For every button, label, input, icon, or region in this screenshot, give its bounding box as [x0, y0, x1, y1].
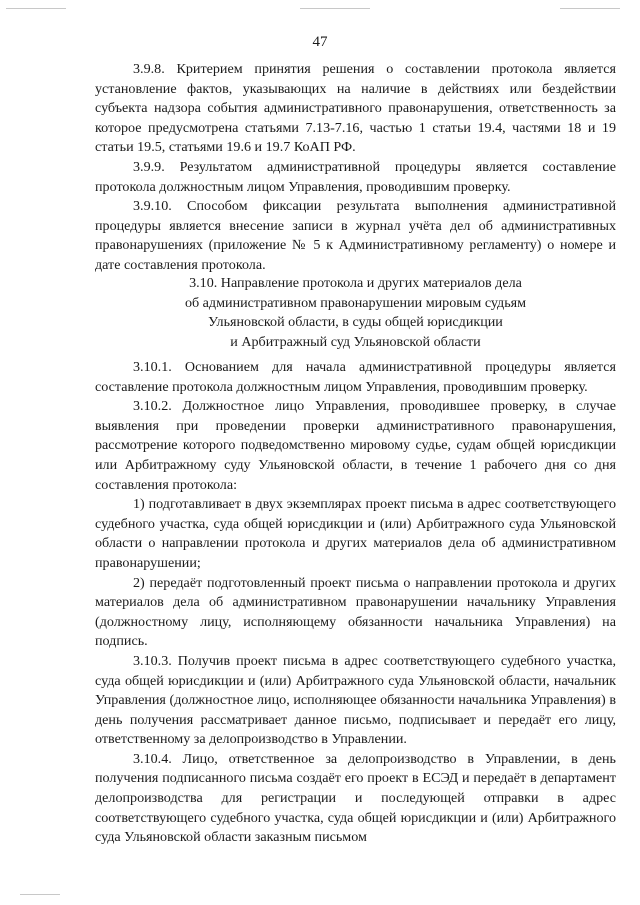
scan-edge-mark — [560, 8, 620, 9]
page-number: 47 — [312, 34, 328, 50]
paragraph-3-9-8: 3.9.8. Критерием принятия решения о составлении протокола является установление фактов, указывающих на наличие в действиях или бездействии субъекта надзора события административного правонарушения, ответственность за которое предусмотрена статьями 7.13-7.16, частью 1 статьи 19.4, частями 18 и 19 статьи 19.5, статьями 19.6 и 19.7 КоАП РФ. — [95, 61, 616, 156]
paragraph-3-9-9: 3.9.9. Результатом административной процедуры является составление протокола должностным лицом Управления, проводившим проверку. — [95, 158, 616, 195]
section-heading — [95, 274, 616, 352]
list-item-1: 1) подготавливает в двух экземплярах проект письма в адрес соответствующего судебного участка, суда общей юрисдикции и (или) Арбитражного суда Ульяновской области о направлении протокола и других материалов дела об административном правонарушении; — [95, 496, 616, 571]
section-heading-line: и Арбитражный суд Ульяновской области — [230, 333, 481, 350]
paragraph-3-9-10: 3.9.10. Способом фиксации результата выполнения административной процедуры является внесение записи в журнал учёта дел об административных правонарушениях (приложение № 5 к Административному регламенту) о номере и дате составления протокола. — [95, 198, 616, 273]
paragraph-3-10-2: 3.10.2. Должностное лицо Управления, проводившее проверку, в случае выявления при проведении проверки административного правонарушения, рассмотрение которого подведомственно мировому судье, судам общей юрисдикции или Арбитражному суду Ульяновской области, в течение 1 рабочего дня со дня составления протокола: — [95, 398, 616, 493]
paragraph-3-10-4: 3.10.4. Лицо, ответственное за делопроизводство в Управлении, в день получения подписанного письма создаёт его проект в ЕСЭД и передаёт в департамент делопроизводства для регистрации и последующей отправки в адрес соответствующего судебного участка, суда общей юрисдикции и (или) Арбитражного суда Ульяновской области заказным письмом — [95, 750, 616, 846]
scan-edge-mark — [6, 8, 66, 9]
list-item-2: 2) передаёт подготовленный проект письма о направлении протокола и других материалов дела об административном правонарушении начальнику Управления (должностному лицу, исполняющему обязанности начальника Управления) на подпись. — [95, 574, 616, 650]
scan-edge-mark — [20, 894, 60, 895]
section-heading-line: 3.10. Направление протокола и других материалов дела — [189, 275, 522, 291]
paragraph-3-10-3: 3.10.3. Получив проект письма в адрес соответствующего судебного участка, суда общей юрисдикции и (или) Арбитражного суда Ульяновской области, начальник Управления (должностное лицо, исполняющее обязанности начальника Управления) в день получения рассматривает данное письмо, подписывает и передаёт его лицу, ответственному за делопроизводство в Управлении. — [95, 652, 616, 748]
paragraph-3-10-1: 3.10.1. Основанием для начала административной процедуры является составление протокола должностным лицом Управления, проводившим проверку. — [95, 359, 616, 395]
section-heading-line: об административном правонарушении мировым судьям — [184, 294, 527, 311]
section-heading-line: Ульяновской области, в суды общей юрисдикции — [208, 314, 503, 331]
scan-edge-mark — [300, 8, 370, 9]
body-text-top — [95, 60, 616, 276]
body-text-bottom — [95, 358, 616, 848]
